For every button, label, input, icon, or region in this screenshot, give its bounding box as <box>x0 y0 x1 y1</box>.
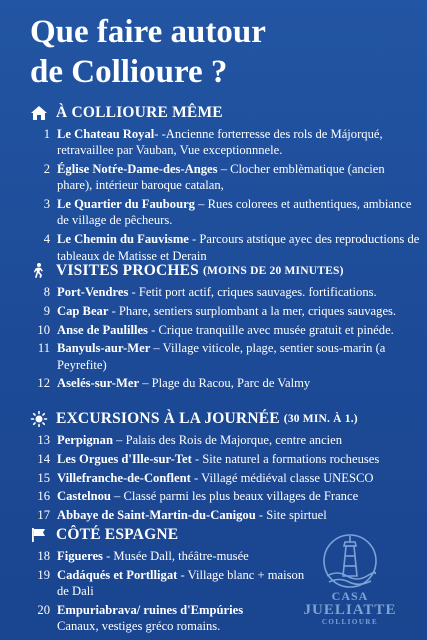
list-excursions <box>28 432 423 526</box>
item-number: 17 <box>37 508 50 523</box>
item-name: Le Chemin du Fauvisme <box>57 232 189 247</box>
item-number: 2 <box>43 162 50 177</box>
section-heading-text: À COLLIOURE MÊME <box>56 104 223 121</box>
item-description: - Phare, sentiers surplombant a la mer, criques sauvages. <box>108 303 397 318</box>
item-description: - Parcours atstique ayec des reproductions de tableaux de Matisse et Derain <box>57 232 420 263</box>
item-number: 11 <box>37 341 50 356</box>
logo-line-2: JUELIATTE <box>303 602 397 618</box>
list-item <box>28 567 308 600</box>
list-item <box>28 322 423 338</box>
title-line-2: de Collioure ? <box>30 54 228 90</box>
sun-icon <box>30 411 48 427</box>
item-name: Église Notŕe-Dame-des-Anges <box>57 162 218 177</box>
lighthouse-icon <box>315 528 385 590</box>
item-name: Aselés-sur-Mer <box>57 376 140 391</box>
item-number: 10 <box>37 322 50 337</box>
item-name: Port-Vendres <box>57 285 129 299</box>
section-heading-text: EXCURSIONS À LA JOURNÉE <box>56 410 280 427</box>
item-description: - Crique tranquille avec musée gratuit et pinéde. <box>147 322 394 337</box>
item-description: – Village viticole, plage, sentier sous-marin (a Peyrefite) <box>57 341 386 372</box>
list-visites <box>28 284 423 394</box>
item-description: - Villagé médiéval classe UNESCO <box>190 470 374 485</box>
item-name: Empuriabrava/ ruines d'Empúries <box>57 602 244 617</box>
item-description: - -Ancienne forterresse des rols de Májorqué, retravaillee par Vauban, Vue exceptionnnele. <box>57 127 383 158</box>
item-name: Figueres <box>57 549 103 563</box>
casa-jueliatte-logo <box>300 528 400 634</box>
item-description: - Village blanc + maison de Dali <box>57 567 305 599</box>
section-heading-note: (MOINS DE 20 MINUTES) <box>202 265 344 277</box>
item-number: 16 <box>37 489 50 504</box>
item-description: - Musée Dall, théâtre-musée <box>102 549 249 563</box>
item-description: - Fetit port actif, criques sauvages. fortifications. <box>128 285 377 299</box>
item-name: Le Chateau Royal <box>57 127 155 141</box>
item-number: 18 <box>37 549 50 563</box>
item-name: Castelnou <box>57 489 111 504</box>
list-item <box>28 284 423 300</box>
item-number: 8 <box>43 285 50 299</box>
list-item <box>28 602 308 635</box>
item-description: – Plage du Racou, Parc de Valmy <box>139 376 311 391</box>
item-name: Cap Bear <box>57 303 109 318</box>
section-heading-espagne <box>30 526 178 544</box>
section-heading-text: CÔTÉ ESPAGNE <box>56 526 179 543</box>
item-description: – Rues colorees et authentiques, ambiance de village de pêcheurs. <box>57 197 412 228</box>
item-description: - Site naturel a formations rocheuses <box>191 451 380 466</box>
list-item <box>28 196 423 229</box>
item-number: 1 <box>43 127 50 141</box>
item-number: 20 <box>37 602 50 617</box>
list-item <box>28 548 308 564</box>
section-heading-visites <box>30 262 344 280</box>
item-name: Les Orgues d'Ille-sur-Tet <box>57 451 192 466</box>
list-item <box>28 507 423 523</box>
item-name: Villefranche-de-Conflent <box>57 470 191 485</box>
list-item <box>28 470 423 486</box>
item-description: Canaux, vestiges gréco romains. <box>57 619 221 634</box>
list-item <box>28 303 423 319</box>
logo-line-1: CASA <box>331 589 369 603</box>
item-number: 9 <box>43 303 50 318</box>
item-number: 3 <box>43 197 50 212</box>
item-name: Banyuls-aur-Mer <box>57 341 151 356</box>
logo-line-3: COLLIOURE <box>321 618 379 626</box>
list-item <box>28 488 423 504</box>
flag-icon <box>30 527 48 543</box>
house-icon <box>30 105 48 121</box>
list-item <box>28 126 423 159</box>
list-collioure <box>28 126 423 266</box>
item-name: Cadáqués et Portlligat <box>57 567 178 582</box>
item-description: – Classé parmi les plus beaux villages de France <box>110 489 359 504</box>
section-heading-note: (30 MIN. À 1.) <box>283 413 358 425</box>
item-name: Le Quartier du Faubourg <box>57 197 195 212</box>
item-number: 19 <box>37 567 50 582</box>
list-item <box>28 451 423 467</box>
item-name: Anse de Paulilles <box>57 322 148 337</box>
item-number: 14 <box>37 451 50 466</box>
page-title <box>30 12 410 92</box>
list-item <box>28 375 423 391</box>
list-item <box>28 340 423 373</box>
item-description: – Palais des Rois de Majorque, centre ancien <box>112 433 343 447</box>
item-name: Perpignan <box>57 433 113 447</box>
item-number: 13 <box>37 433 50 447</box>
list-item <box>28 231 423 264</box>
item-number: 15 <box>37 470 50 485</box>
item-number: 12 <box>37 376 50 391</box>
list-item <box>28 432 423 448</box>
walking-person-icon <box>30 263 48 279</box>
section-heading-collioure <box>30 104 223 122</box>
item-description: - Site spirtuel <box>255 508 327 523</box>
list-espagne <box>28 548 308 637</box>
list-item <box>28 161 423 194</box>
item-number: 4 <box>43 232 50 247</box>
title-line-1: Que faire autour <box>30 14 266 50</box>
item-description: – Clocher emblèmatique (ancien phare), intérieur baroque catalan, <box>57 162 385 193</box>
section-heading-excursions <box>30 410 358 428</box>
item-name: Abbaye de Saint-Martin-du-Canigou <box>57 508 256 523</box>
section-heading-text: VISITES PROCHES <box>56 262 199 279</box>
